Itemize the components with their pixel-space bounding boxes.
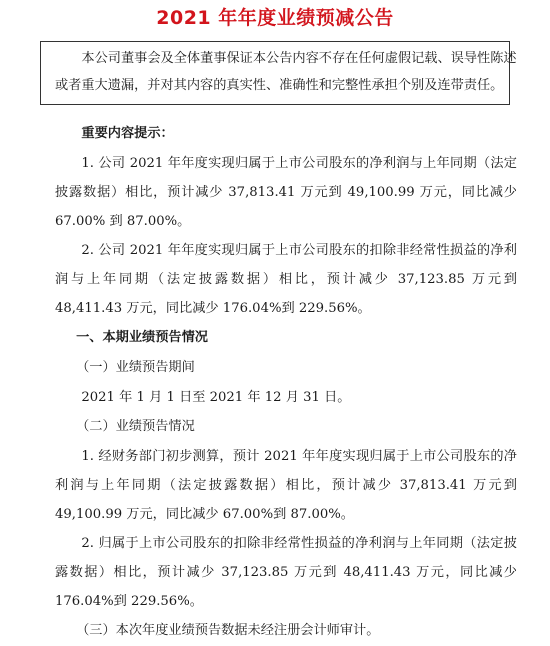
forecast-period-value: 2021 年 1 月 1 日至 2021 年 12 月 31 日。 [81, 390, 351, 405]
key-points-heading: 重要内容提示： [81, 126, 174, 141]
notice-line-2: 或者重大遗漏，并对其内容的真实性、准确性和完整性承担个别及连带责任。 [55, 78, 504, 93]
forecast-detail-2: 2. 归属于上市公司股东的扣除非经常性损益的净利润与上年同期（法定披露数据）相比，预计减少 37,123.85 万元到 48,411.43 万元，同比减少 176.04%到 229.56%。 [55, 536, 517, 609]
board-guarantee-notice [40, 41, 517, 105]
notice-line-1: 本公司董事会及全体董事保证本公告内容不存在任何虚假记载、误导性陈述 [81, 51, 517, 66]
key-point-1: 1. 公司 2021 年年度实现归属于上市公司股东的净利润与上年同期（法定披露数据）相比，预计减少 37,813.41 万元到 49,100.99 万元，同比减少 67.00% 到 87.00%。 [55, 156, 517, 229]
section-1-heading: 一、本期业绩预告情况 [76, 330, 208, 345]
announcement-title: 2021 年年度业绩预减公告 [156, 7, 394, 29]
audit-note: （三）本次年度业绩预告数据未经注册会计师审计。 [76, 623, 380, 638]
announcement-body [55, 115, 517, 646]
forecast-detail-1: 1. 经财务部门初步测算，预计 2021 年年度实现归属于上市公司股东的净利润与上年同期（法定披露数据）相比，预计减少 37,813.41 万元到 49,100.99 万元，同比减少 67.00%到 87.00%。 [55, 449, 517, 522]
key-point-2: 2. 公司 2021 年年度实现归属于上市公司股东的扣除非经常性损益的净利润与上年同期（法定披露数据）相比，预计减少 37,123.85 万元到 48,411.43 万元，同比减少 176.04%到 229.56%。 [55, 243, 517, 316]
forecast-period-heading: （一）业绩预告期间 [76, 360, 195, 375]
forecast-detail-heading: （二）业绩预告情况 [76, 419, 195, 434]
